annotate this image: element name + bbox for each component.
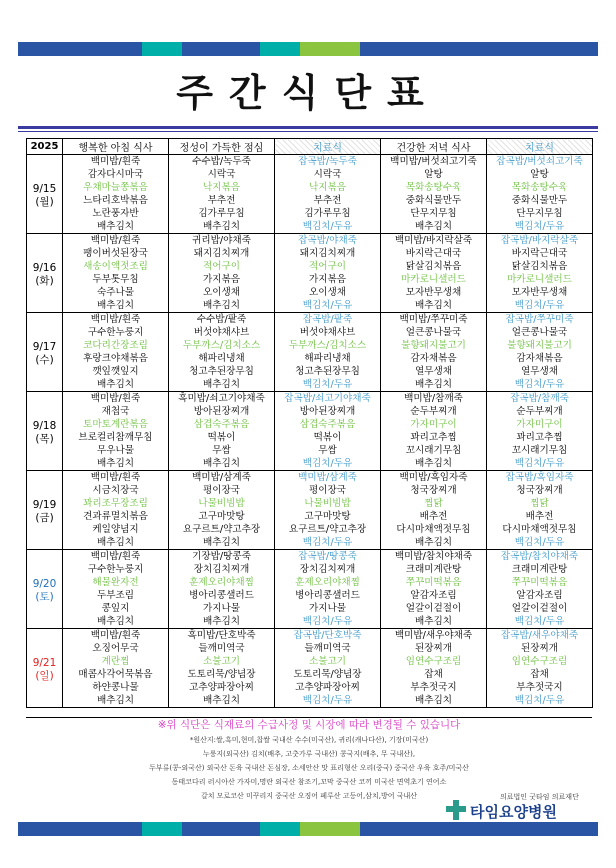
therapy2-cell bbox=[487, 234, 593, 313]
menu-item: 병아리콩샐러드 bbox=[189, 590, 254, 601]
top-color-stripe bbox=[18, 42, 598, 56]
menu-item: 수수밥/팥죽 bbox=[196, 314, 247, 325]
menu-item: 백김치/두유 bbox=[302, 379, 353, 390]
menu-item: 백미밥/참치야채죽 bbox=[394, 551, 473, 562]
menu-item: 순두부찌개 bbox=[516, 406, 563, 417]
bottom-color-stripe bbox=[18, 822, 598, 836]
therapy1-cell bbox=[275, 550, 381, 629]
day-row bbox=[27, 392, 593, 471]
menu-item: 수수밥/녹두죽 bbox=[192, 156, 251, 167]
menu-item: 잡곡밥/새우야채죽 bbox=[500, 630, 579, 641]
menu-item: 삼겹숙주볶음 bbox=[299, 419, 356, 430]
menu-item: 백김치/두유 bbox=[514, 695, 565, 706]
menu-item: 낙지볶음 bbox=[308, 182, 347, 193]
menu-item: 백김치/두유 bbox=[514, 537, 565, 548]
menu-item: 배추김치 bbox=[96, 379, 135, 390]
menu-item: 잡곡밥/녹두죽 bbox=[298, 156, 357, 167]
menu-item: 백김치/두유 bbox=[302, 458, 353, 469]
menu-item: 백김치/두유 bbox=[514, 616, 565, 627]
menu-item: 꽈리조무장조림 bbox=[83, 498, 148, 509]
origin-line: 갈치 모로코산 미꾸리지 중국산 오징어 페루산 고등어,삼치,방어 국내산 bbox=[200, 792, 418, 800]
menu-item: 찜닭 bbox=[530, 498, 549, 509]
date-cell bbox=[27, 629, 63, 708]
date-label: 9/20 bbox=[32, 578, 57, 590]
menu-item: 감자채볶음 bbox=[516, 353, 563, 364]
date-cell bbox=[27, 471, 63, 550]
menu-item: 가지볶음 bbox=[308, 274, 347, 285]
menu-item: 꼬시래기무침 bbox=[511, 445, 568, 456]
menu-item: 배추김치 bbox=[414, 379, 453, 390]
menu-item: 떡볶이 bbox=[313, 432, 342, 443]
menu-item: 다시마채액젓무침 bbox=[502, 524, 577, 535]
day-row bbox=[27, 155, 593, 234]
menu-item: 잡곡밥/단호박죽 bbox=[293, 630, 362, 641]
menu-item: 들깨미역국 bbox=[198, 643, 245, 654]
lunch-cell bbox=[169, 155, 275, 234]
menu-item: 불향돼지불고기 bbox=[401, 340, 466, 351]
weekday-label: (수) bbox=[35, 354, 54, 366]
menu-item: 하얀콩나물 bbox=[92, 682, 139, 693]
menu-item: 백미밥/흰죽 bbox=[90, 393, 141, 404]
menu-item: 고구마맛탕 bbox=[304, 511, 351, 522]
menu-item: 팽이버섯된장국 bbox=[83, 248, 148, 259]
menu-item: 마카로니샐러드 bbox=[507, 274, 572, 285]
date-cell bbox=[27, 550, 63, 629]
menu-item: 얼갈이겉절이 bbox=[405, 603, 462, 614]
page-title: 주간식단표 bbox=[176, 71, 440, 115]
menu-item: 케일양념지 bbox=[92, 524, 139, 535]
menu-item: 백김치/두유 bbox=[302, 300, 353, 311]
menu-item: 배추전 bbox=[525, 511, 554, 522]
menu-item: 잡곡밥/버섯쇠고기죽 bbox=[496, 156, 583, 167]
lunch-cell bbox=[169, 629, 275, 708]
menu-item: 모자반무생채 bbox=[405, 287, 462, 298]
menu-item: 잡곡밥/흑임자죽 bbox=[505, 472, 574, 483]
menu-item: 중화식물만두 bbox=[511, 195, 568, 206]
menu-item: 청국장찌개 bbox=[516, 485, 563, 496]
menu-item: 방아된장찌개 bbox=[193, 406, 250, 417]
menu-item: 백미밥/삼계죽 bbox=[298, 472, 357, 483]
menu-item: 백미밥/삼계죽 bbox=[192, 472, 251, 483]
menu-item: 기장밥/땅콩죽 bbox=[192, 551, 251, 562]
date-cell bbox=[27, 234, 63, 313]
menu-item: 부추젓국지 bbox=[516, 682, 563, 693]
therapy1-cell bbox=[275, 313, 381, 392]
menu-item: 마카로니샐러드 bbox=[401, 274, 466, 285]
weekday-label: (토) bbox=[35, 591, 54, 603]
menu-item: 배추김치 bbox=[202, 695, 241, 706]
menu-item: 배추김치 bbox=[96, 695, 135, 706]
menu-item: 목화송탕수육 bbox=[405, 182, 462, 193]
menu-item: 무우나물 bbox=[96, 445, 135, 456]
origin-line: 두부류(콩-외국산) 외국산 돈육 국내산 돈심장, 소세안산 맛 표리형산 오리(중국) 중국산 우육 호주/미국산 bbox=[149, 764, 469, 772]
lunch-cell bbox=[169, 550, 275, 629]
menu-item: 두부조림 bbox=[96, 590, 135, 601]
menu-item: 배추김치 bbox=[202, 379, 241, 390]
origin-line: 누룽지(외국산) 김치(배추, 고춧가루 국내산) 콩국지(배추, 무 국내산), bbox=[202, 750, 416, 758]
lunch-cell bbox=[169, 313, 275, 392]
menu-item: 잡곡밥/참치야채죽 bbox=[500, 551, 579, 562]
menu-item: 잡채 bbox=[530, 669, 549, 680]
menu-item: 임연수구조림 bbox=[405, 656, 462, 667]
menu-item: 병아리콩샐러드 bbox=[295, 590, 360, 601]
day-row bbox=[27, 550, 593, 629]
dinner-header: 건강한 저녁 식사 bbox=[381, 139, 487, 155]
menu-item: 백김치/두유 bbox=[514, 221, 565, 232]
menu-item: 청고추된장무침 bbox=[295, 366, 360, 377]
menu-item: 중화식물만두 bbox=[405, 195, 462, 206]
menu-item: 닭살김치볶음 bbox=[405, 261, 462, 272]
menu-item: 새송이액젓조림 bbox=[83, 261, 148, 272]
breakfast-cell bbox=[63, 313, 169, 392]
breakfast-cell bbox=[63, 550, 169, 629]
menu-item: 해물완자전 bbox=[92, 577, 139, 588]
menu-item: 잡곡밥/팥죽 bbox=[302, 314, 353, 325]
menu-item: 바지락근대국 bbox=[405, 248, 462, 259]
menu-item: 바지락근대국 bbox=[511, 248, 568, 259]
menu-item: 잡곡밥/땅콩죽 bbox=[298, 551, 357, 562]
date-cell bbox=[27, 155, 63, 234]
menu-item: 백김치/두유 bbox=[302, 537, 353, 548]
menu-item: 배추김치 bbox=[414, 695, 453, 706]
menu-item: 꼬시래기무침 bbox=[405, 445, 462, 456]
menu-item: 고추양파장아찌 bbox=[189, 682, 254, 693]
therapy-lunch-header: 치료식 bbox=[275, 139, 381, 155]
menu-item: 백미밥/흰죽 bbox=[90, 551, 141, 562]
dinner-cell bbox=[381, 471, 487, 550]
menu-item: 고구마맛탕 bbox=[198, 511, 245, 522]
menu-item: 깻잎깻잎지 bbox=[92, 366, 139, 377]
menu-item: 적어구이 bbox=[308, 261, 347, 272]
menu-item: 단무지무침 bbox=[410, 208, 457, 219]
menu-item: 감자채볶음 bbox=[410, 353, 457, 364]
menu-item: 도토리묵/양념장 bbox=[293, 669, 362, 680]
menu-item: 흑미밥/단호박죽 bbox=[187, 630, 256, 641]
menu-item: 순두부찌개 bbox=[410, 406, 457, 417]
weekday-label: (금) bbox=[35, 512, 54, 524]
therapy2-cell bbox=[487, 313, 593, 392]
dinner-cell bbox=[381, 550, 487, 629]
logo-name: 타임요양병원 bbox=[470, 803, 557, 821]
menu-item: 청고추된장무침 bbox=[189, 366, 254, 377]
origin-line: *원산지:쌀,흑미,현미,찹쌀 국내산 수수(미국산), 귀리(캐나다산), 기장(미국산) bbox=[189, 736, 429, 744]
menu-item: 백김치/두유 bbox=[514, 458, 565, 469]
menu-item: 백김치/두유 bbox=[514, 300, 565, 311]
date-label: 9/16 bbox=[32, 262, 57, 274]
menu-item: 다시마채액젓무침 bbox=[396, 524, 471, 535]
menu-item: 알탕 bbox=[424, 169, 443, 180]
menu-item: 시락국 bbox=[313, 169, 342, 180]
year-header: 2025 bbox=[27, 139, 63, 155]
therapy1-cell bbox=[275, 629, 381, 708]
menu-item: 꽈리고추찜 bbox=[410, 432, 457, 443]
menu-item: 백김치/두유 bbox=[302, 221, 353, 232]
menu-item: 고추양파장아찌 bbox=[295, 682, 360, 693]
date-label: 9/17 bbox=[32, 341, 57, 353]
date-label: 9/19 bbox=[32, 499, 57, 511]
menu-item: 장치김치찌개 bbox=[299, 564, 356, 575]
menu-item: 된장찌개 bbox=[414, 643, 453, 654]
menu-item: 잡채 bbox=[424, 669, 443, 680]
breakfast-cell bbox=[63, 471, 169, 550]
header-row bbox=[27, 139, 593, 155]
menu-item: 두부톳무침 bbox=[92, 274, 139, 285]
menu-item: 느타리호박볶음 bbox=[83, 195, 148, 206]
menu-item: 백미밥/참깨죽 bbox=[404, 393, 463, 404]
menu-item: 꽈리고추찜 bbox=[516, 432, 563, 443]
menu-item: 얼큰콩나물국 bbox=[511, 327, 568, 338]
menu-item: 가지나물 bbox=[308, 603, 347, 614]
menu-item: 오이생채 bbox=[308, 287, 347, 298]
menu-item: 배추김치 bbox=[414, 458, 453, 469]
therapy1-cell bbox=[275, 234, 381, 313]
menu-item: 잡곡밥/야채죽 bbox=[298, 235, 357, 246]
menu-item: 잡곡밥/쭈꾸미죽 bbox=[505, 314, 574, 325]
menu-item: 열무생채 bbox=[520, 366, 559, 377]
menu-item: 구수한누룽지 bbox=[87, 327, 144, 338]
menu-item: 불향돼지불고기 bbox=[507, 340, 572, 351]
menu-item: 부추전 bbox=[313, 195, 342, 206]
menu-item: 김가루무침 bbox=[198, 208, 245, 219]
hospital-logo bbox=[440, 792, 590, 821]
menu-item: 백김치/두유 bbox=[302, 616, 353, 627]
menu-item: 열무생채 bbox=[414, 366, 453, 377]
menu-item: 후랑크야채볶음 bbox=[83, 353, 148, 364]
menu-item: 알탕 bbox=[530, 169, 549, 180]
menu-item: 배추김치 bbox=[414, 616, 453, 627]
menu-item: 쭈꾸미떡볶음 bbox=[405, 577, 462, 588]
menu-item: 백김치/두유 bbox=[514, 379, 565, 390]
menu-item: 크래미계란탕 bbox=[511, 564, 568, 575]
menu-item: 숙주나물 bbox=[96, 287, 135, 298]
menu-item: 콩잎지 bbox=[101, 603, 130, 614]
menu-item: 도토리묵/양념장 bbox=[187, 669, 256, 680]
menu-item: 노란풍자반 bbox=[92, 208, 139, 219]
date-cell bbox=[27, 313, 63, 392]
therapy-dinner-header: 치료식 bbox=[487, 139, 593, 155]
menu-item: 잡곡밥/참깨죽 bbox=[510, 393, 569, 404]
menu-item: 배추김치 bbox=[202, 458, 241, 469]
menu-item: 소불고기 bbox=[202, 656, 241, 667]
menu-item: 버섯야채샤브 bbox=[193, 327, 250, 338]
menu-item: 배추김치 bbox=[96, 300, 135, 311]
menu-item: 가자미구이 bbox=[410, 419, 457, 430]
menu-item: 부추전 bbox=[207, 195, 236, 206]
date-cell bbox=[27, 392, 63, 471]
therapy1-cell bbox=[275, 471, 381, 550]
weekday-label: (목) bbox=[35, 433, 54, 445]
dinner-cell bbox=[381, 155, 487, 234]
menu-item: 백김치/두유 bbox=[302, 695, 353, 706]
menu-item: 오징어무국 bbox=[92, 643, 139, 654]
menu-item: 얼큰콩나물국 bbox=[405, 327, 462, 338]
menu-item: 백미밥/새우야채죽 bbox=[394, 630, 473, 641]
menu-item: 백미밥/흰죽 bbox=[90, 156, 141, 167]
menu-item: 시락국 bbox=[207, 169, 236, 180]
menu-item: 모자반무생채 bbox=[511, 287, 568, 298]
menu-item: 가지나물 bbox=[202, 603, 241, 614]
menu-item: 떡볶이 bbox=[207, 432, 236, 443]
day-row bbox=[27, 629, 593, 708]
menu-item: 배추김치 bbox=[96, 221, 135, 232]
menu-item: 배추김치 bbox=[96, 458, 135, 469]
therapy2-cell bbox=[487, 471, 593, 550]
breakfast-cell bbox=[63, 155, 169, 234]
menu-item: 배추김치 bbox=[414, 221, 453, 232]
dinner-cell bbox=[381, 234, 487, 313]
menu-item: 매콤사각어묵볶음 bbox=[78, 669, 153, 680]
day-row bbox=[27, 313, 593, 392]
menu-item: 버섯야채샤브 bbox=[299, 327, 356, 338]
menu-item: 무쌈 bbox=[212, 445, 231, 456]
menu-item: 감자다시마국 bbox=[87, 169, 144, 180]
menu-item: 쭈꾸미떡볶음 bbox=[511, 577, 568, 588]
therapy1-cell bbox=[275, 155, 381, 234]
menu-item: 백미밥/바지락살죽 bbox=[394, 235, 473, 246]
dinner-cell bbox=[381, 392, 487, 471]
breakfast-cell bbox=[63, 234, 169, 313]
menu-item: 토마토계란볶음 bbox=[83, 419, 148, 430]
menu-item: 백미밥/흰죽 bbox=[90, 630, 141, 641]
menu-item: 두부까스/김치소스 bbox=[182, 340, 261, 351]
menu-item: 나물비빔밥 bbox=[198, 498, 245, 509]
menu-item: 목화송탕수육 bbox=[511, 182, 568, 193]
logo-subtitle: 의료법인 굿타임 의료재단 bbox=[500, 793, 579, 801]
menu-item: 배추김치 bbox=[414, 537, 453, 548]
menu-item: 훈제오리야채찜 bbox=[189, 577, 254, 588]
title-underline-thin bbox=[18, 131, 598, 132]
menu-item: 흑미밥/쇠고기야채죽 bbox=[178, 393, 265, 404]
menu-item: 적어구이 bbox=[202, 261, 241, 272]
menu-item: 배추김치 bbox=[202, 221, 241, 232]
menu-item: 오이생채 bbox=[202, 287, 241, 298]
menu-item: 요구르트/약고추장 bbox=[288, 524, 367, 535]
menu-item: 나물비빔밥 bbox=[304, 498, 351, 509]
weekday-label: (일) bbox=[35, 670, 54, 682]
menu-item: 들깨미역국 bbox=[304, 643, 351, 654]
menu-item: 가자미구이 bbox=[516, 419, 563, 430]
menu-item: 요구르트/약고추장 bbox=[182, 524, 261, 535]
menu-item: 코다리간장조림 bbox=[83, 340, 148, 351]
menu-item: 낙지볶음 bbox=[202, 182, 241, 193]
menu-item: 크래미계란탕 bbox=[405, 564, 462, 575]
therapy2-cell bbox=[487, 392, 593, 471]
day-row bbox=[27, 471, 593, 550]
menu-item: 배추김치 bbox=[202, 300, 241, 311]
origin-line: 동태코다리 러시아산 가자미,명란 외국산 참조기,꼬막 중국산 코끼 미국산 면역초기 연어소 bbox=[171, 778, 447, 786]
menu-item: 견과류멸치볶음 bbox=[83, 511, 148, 522]
dinner-cell bbox=[381, 629, 487, 708]
menu-item: 배추김치 bbox=[202, 616, 241, 627]
menu-item: 평이장국 bbox=[202, 485, 241, 496]
date-label: 9/15 bbox=[32, 183, 57, 195]
weekly-menu-table bbox=[26, 138, 593, 708]
menu-item: 부추젓국지 bbox=[410, 682, 457, 693]
breakfast-cell bbox=[63, 629, 169, 708]
menu-item: 백미밥/흰죽 bbox=[90, 472, 141, 483]
menu-item: 두부까스/김치소스 bbox=[288, 340, 367, 351]
menu-item: 브로컬리참깨무침 bbox=[78, 432, 153, 443]
menu-item: 배추김치 bbox=[202, 537, 241, 548]
menu-item: 배추김치 bbox=[96, 537, 135, 548]
menu-item: 평이장국 bbox=[308, 485, 347, 496]
menu-item: 돼지김치찌개 bbox=[299, 248, 356, 259]
menu-item: 백미밥/흰죽 bbox=[90, 235, 141, 246]
menu-item: 훈제오리야채찜 bbox=[295, 577, 360, 588]
menu-item: 된장찌개 bbox=[520, 643, 559, 654]
dinner-cell bbox=[381, 313, 487, 392]
menu-item: 장치김치찌개 bbox=[193, 564, 250, 575]
lunch-cell bbox=[169, 392, 275, 471]
lunch-header: 정성이 가득한 점심 bbox=[169, 139, 275, 155]
menu-item: 얼갈이겉절이 bbox=[511, 603, 568, 614]
therapy1-cell bbox=[275, 392, 381, 471]
menu-item: 백미밥/버섯쇠고기죽 bbox=[390, 156, 477, 167]
menu-item: 우채마늘쫑볶음 bbox=[83, 182, 148, 193]
menu-item: 배추전 bbox=[419, 511, 448, 522]
therapy2-cell bbox=[487, 550, 593, 629]
menu-item: 임연수구조림 bbox=[511, 656, 568, 667]
menu-item: 방아된장찌개 bbox=[299, 406, 356, 417]
menu-item: 잡곡밥/쇠고기야채죽 bbox=[284, 393, 371, 404]
weekday-label: (화) bbox=[35, 275, 54, 287]
menu-item: 찜닭 bbox=[424, 498, 443, 509]
menu-item: 계란찜 bbox=[101, 656, 130, 667]
menu-item: 단무지무침 bbox=[516, 208, 563, 219]
menu-item: 백미밥/흰죽 bbox=[90, 314, 141, 325]
menu-item: 가지볶음 bbox=[202, 274, 241, 285]
menu-item: 닭살김치볶음 bbox=[511, 261, 568, 272]
menu-item: 백미밥/흑임자죽 bbox=[399, 472, 468, 483]
menu-item: 돼지김치찌개 bbox=[193, 248, 250, 259]
lunch-cell bbox=[169, 234, 275, 313]
menu-item: 구수한누룽지 bbox=[87, 564, 144, 575]
menu-item: 백미밥/쭈꾸미죽 bbox=[399, 314, 468, 325]
menu-item: 삼겹숙주볶음 bbox=[193, 419, 250, 430]
menu-item: 시금치장국 bbox=[92, 485, 139, 496]
menu-item: 해파리냉채 bbox=[198, 353, 245, 364]
menu-item: 무쌈 bbox=[318, 445, 337, 456]
therapy2-cell bbox=[487, 155, 593, 234]
lunch-cell bbox=[169, 471, 275, 550]
therapy2-cell bbox=[487, 629, 593, 708]
title-underline bbox=[18, 126, 598, 129]
date-label: 9/18 bbox=[32, 420, 57, 432]
menu-item: 재첩국 bbox=[101, 406, 130, 417]
menu-item: 소불고기 bbox=[308, 656, 347, 667]
menu-item: 청국장찌개 bbox=[410, 485, 457, 496]
day-row bbox=[27, 234, 593, 313]
breakfast-cell bbox=[63, 392, 169, 471]
menu-item: 알감자조림 bbox=[410, 590, 457, 601]
menu-item: 잡곡밥/바지락살죽 bbox=[500, 235, 579, 246]
menu-item: 해파리냉채 bbox=[304, 353, 351, 364]
cross-icon bbox=[446, 800, 466, 820]
menu-item: 배추김치 bbox=[414, 300, 453, 311]
menu-item: 귀리밥/야채죽 bbox=[192, 235, 251, 246]
weekday-label: (월) bbox=[35, 196, 54, 208]
menu-change-notice: ※위 식단은 식재료의 수급사정 및 시장에 따라 변경될 수 있습니다 bbox=[26, 717, 592, 732]
menu-item: 배추김치 bbox=[96, 616, 135, 627]
date-label: 9/21 bbox=[32, 657, 57, 669]
menu-item: 알감자조림 bbox=[516, 590, 563, 601]
breakfast-header: 행복한 아침 식사 bbox=[63, 139, 169, 155]
menu-item: 김가루무침 bbox=[304, 208, 351, 219]
